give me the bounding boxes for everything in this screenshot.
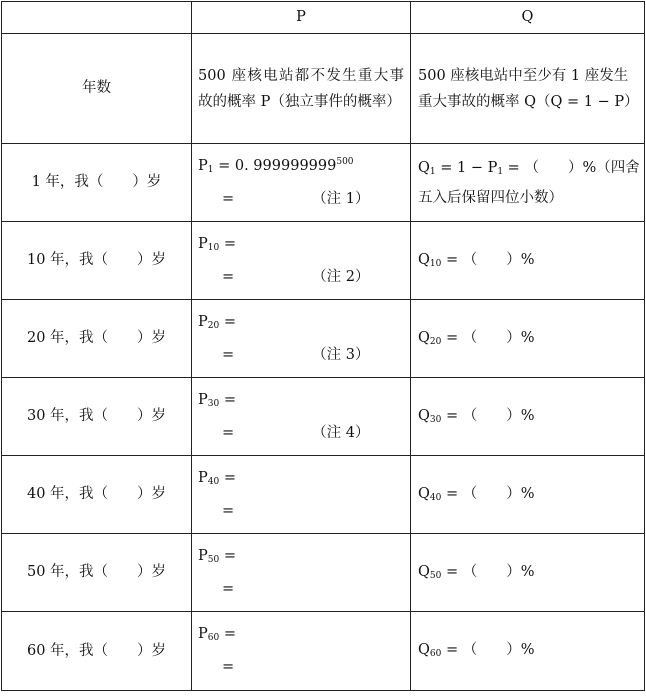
q-symbol: Q — [418, 251, 430, 268]
years-cell: 50 年，我（ ）岁 — [2, 534, 192, 612]
p-equals-first: = — [219, 469, 236, 486]
table-row — [2, 222, 645, 300]
p-equals: = — [222, 268, 235, 285]
p-cell — [192, 222, 411, 300]
p-equals: = — [222, 580, 235, 597]
p-symbol: P — [198, 626, 208, 643]
p-note: （注 2） — [312, 268, 370, 285]
header-q: Q — [411, 2, 645, 34]
table-row — [2, 612, 645, 691]
years-cell: 30 年，我（ ）岁 — [2, 378, 192, 456]
q-symbol: Q — [418, 159, 430, 176]
q-symbol: Q — [418, 563, 430, 580]
q-subscript: 20 — [429, 336, 442, 347]
years-cell: 1 年，我（ ）岁 — [2, 144, 192, 222]
probability-table — [1, 1, 645, 691]
p-equals-first: = — [219, 313, 236, 330]
p-equals: = — [222, 659, 235, 676]
table-row — [2, 300, 645, 378]
years-label-header: 年数 — [2, 34, 192, 144]
years-cell: 60 年，我（ ）岁 — [2, 612, 192, 691]
q-description: 500 座核电站中至少有 1 座发生重大事故的概率 Q（Q = 1 − P） — [411, 34, 645, 144]
p-note: （注 1） — [312, 191, 370, 208]
header-empty-cell — [2, 2, 192, 34]
p-equals-first: = — [219, 235, 236, 252]
table-row — [2, 144, 645, 222]
q-cell — [411, 144, 645, 222]
header-p: P — [192, 2, 411, 34]
p-cell — [192, 534, 411, 612]
p-cell — [192, 612, 411, 691]
q-symbol: Q — [418, 329, 430, 346]
p-equals: = — [222, 346, 235, 363]
q-cell — [411, 222, 645, 300]
years-cell: 10 年，我（ ）岁 — [2, 222, 192, 300]
years-cell: 20 年，我（ ）岁 — [2, 300, 192, 378]
q-expression: = 1 − P — [435, 159, 498, 176]
years-cell: 40 年，我（ ）岁 — [2, 456, 192, 534]
q-symbol: Q — [418, 485, 430, 502]
q-subscript: 10 — [429, 258, 442, 269]
p-symbol: P — [198, 547, 208, 564]
p-cell — [192, 300, 411, 378]
p-symbol: P — [198, 235, 208, 252]
q-subscript: 1 — [429, 166, 436, 177]
p-subscript: 30 — [207, 398, 220, 409]
table-row — [2, 378, 645, 456]
q-subscript: 60 — [429, 649, 442, 659]
p-cell — [192, 456, 411, 534]
p-cell — [192, 378, 411, 456]
p-description: 500 座核电站都不发生重大事故的概率 P（独立事件的概率） — [192, 34, 411, 144]
q-subscript: 50 — [429, 570, 442, 581]
q-answer: = （ ）% — [441, 485, 535, 502]
q-cell — [411, 378, 645, 456]
p-equals: = — [222, 191, 235, 208]
p-subscript: 10 — [207, 242, 220, 253]
p-symbol: P — [198, 469, 208, 486]
p-symbol: P — [198, 391, 208, 408]
p-equals-first: = — [219, 547, 236, 564]
p-subscript: 40 — [207, 476, 220, 487]
p-symbol: P — [198, 158, 208, 175]
q-subscript: 40 — [429, 492, 442, 503]
p-equals: = — [222, 424, 235, 441]
q-answer: = （ ）% — [441, 251, 535, 268]
q-answer: = （ ）% — [441, 329, 535, 346]
q-cell — [411, 534, 645, 612]
table-row — [2, 534, 645, 612]
p-subscript: 1 — [207, 165, 214, 176]
p-symbol: P — [198, 313, 208, 330]
p-equals: = — [222, 502, 235, 519]
p-equals-first: = — [219, 391, 236, 408]
p-subscript: 60 — [207, 633, 220, 644]
q-answer: = （ ）% — [441, 642, 535, 658]
p-note: （注 4） — [312, 424, 370, 441]
q-symbol: Q — [418, 407, 430, 424]
q-answer: = （ ）% — [441, 407, 535, 424]
p-equals-first: = — [219, 626, 236, 643]
p-subscript: 50 — [207, 554, 220, 565]
p-subscript: 20 — [207, 320, 220, 331]
p-exponent: 500 — [336, 157, 354, 168]
header-row — [2, 2, 645, 34]
p-note: （注 3） — [312, 346, 370, 363]
q-subscript-p: 1 — [497, 166, 504, 177]
q-answer: = （ ）%（四舍五入后保留四位小数） — [418, 159, 640, 206]
q-cell — [411, 612, 645, 691]
q-symbol: Q — [418, 642, 430, 658]
q-cell — [411, 456, 645, 534]
table-row — [2, 456, 645, 534]
q-cell — [411, 300, 645, 378]
q-answer: = （ ）% — [441, 563, 535, 580]
p-cell — [192, 144, 411, 222]
p-expression: = 0. 999999999 — [213, 158, 337, 175]
subheader-row — [2, 34, 645, 144]
q-subscript: 30 — [429, 414, 442, 425]
